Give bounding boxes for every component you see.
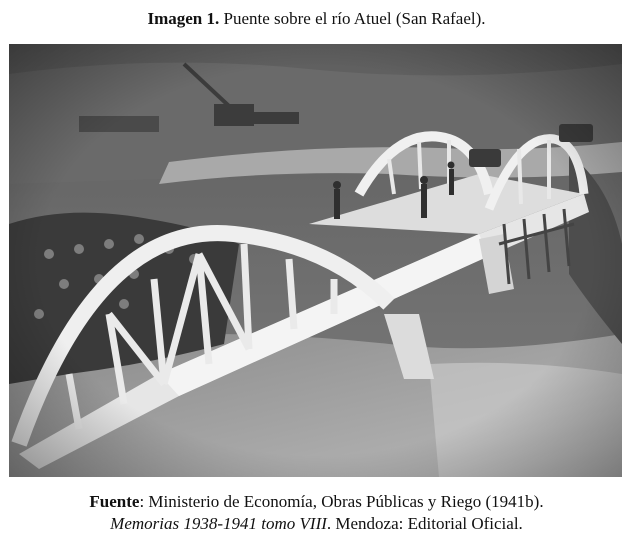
source-label: Fuente xyxy=(89,492,140,511)
source-citation: : Ministerio de Economía, Obras Públicas y Riego (1941b). xyxy=(139,492,544,511)
bridge-photo-illustration xyxy=(9,44,622,477)
bridge-photo xyxy=(9,44,622,477)
source-line-1 xyxy=(0,491,633,513)
caption-text: Puente sobre el río Atuel (San Rafael). xyxy=(223,9,486,28)
source-title: Memorias 1938-1941 tomo VIII xyxy=(110,514,327,533)
caption-label: Imagen 1. xyxy=(147,9,220,28)
figure-caption xyxy=(0,8,633,30)
figure-source xyxy=(0,491,633,535)
source-line-2 xyxy=(0,513,633,535)
source-publisher: . Mendoza: Editorial Oficial. xyxy=(326,514,523,533)
